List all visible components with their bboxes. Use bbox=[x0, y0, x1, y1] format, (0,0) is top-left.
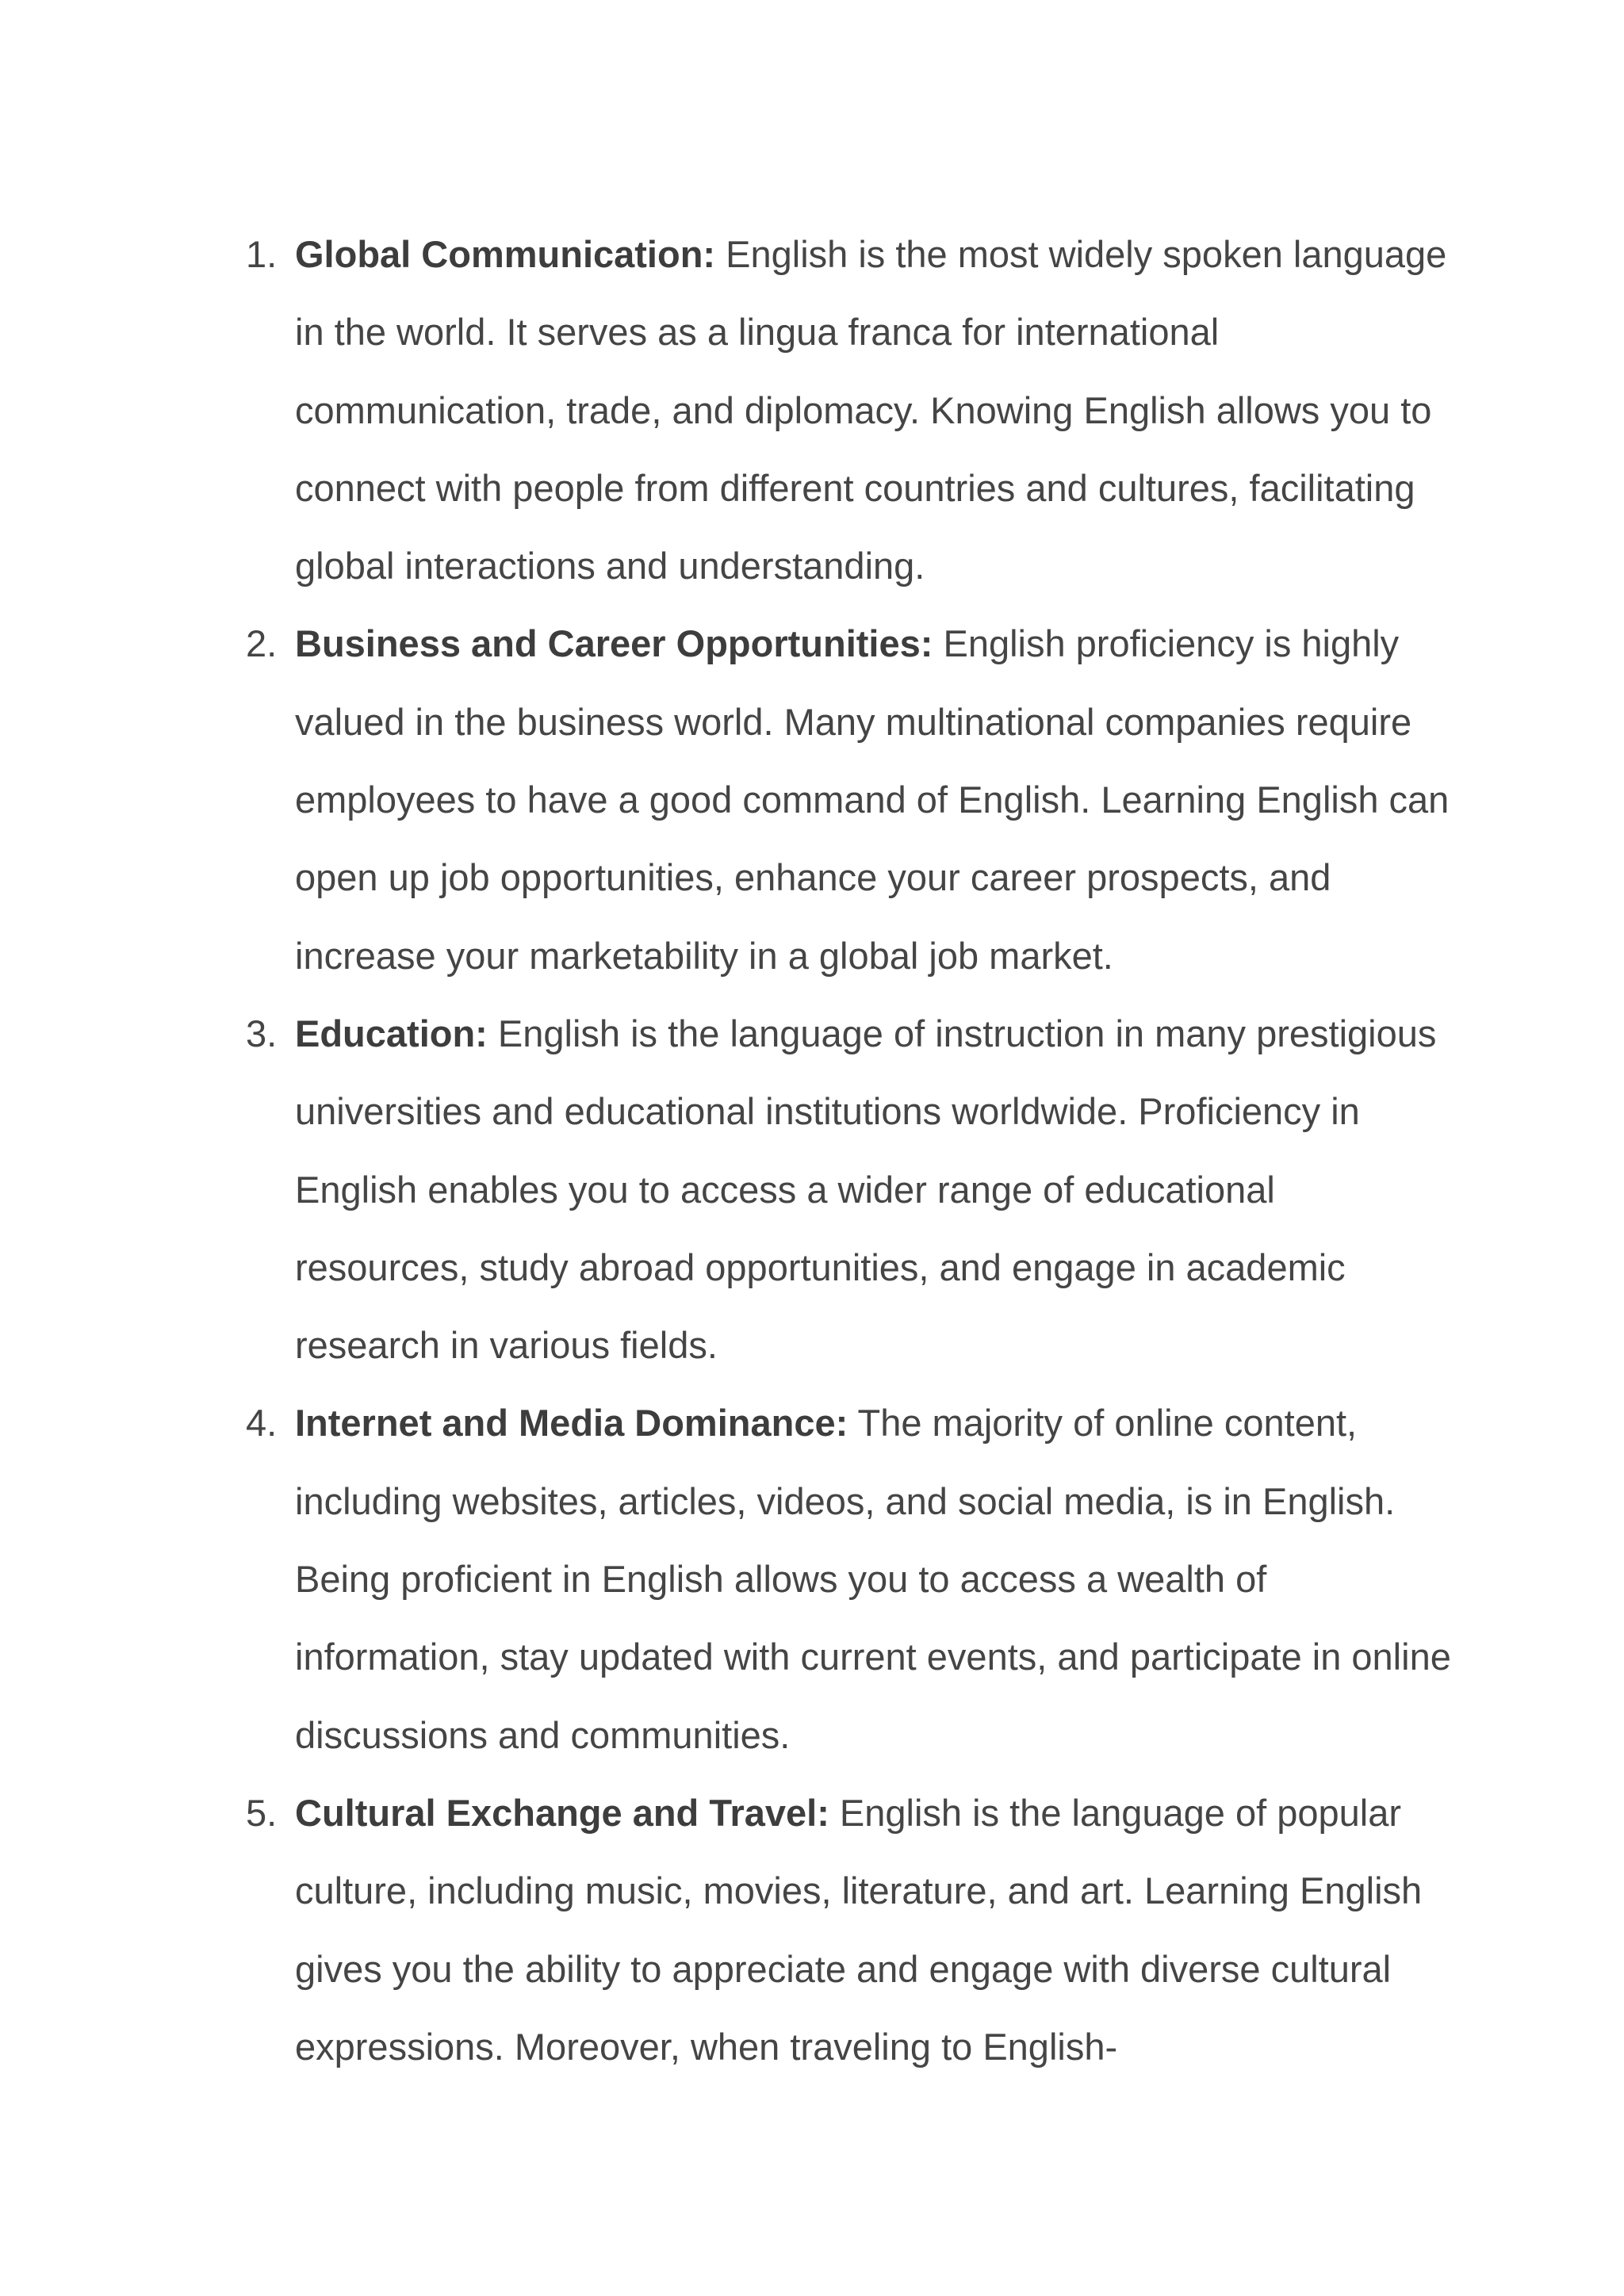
item-text: English is the language of popular culture, including music, movies, literature, and art. Learning English gives you the ability to appreciate and engage with diverse cultural expressions. Moreover, when traveling to English- bbox=[295, 1791, 1423, 2068]
list-item bbox=[238, 605, 1459, 994]
list-number: 3. bbox=[246, 1012, 278, 1054]
item-term: Education: bbox=[295, 1012, 488, 1054]
list-number: 2. bbox=[246, 622, 278, 665]
item-text: English proficiency is highly valued in the business world. Many multinational companies require employees to have a good command of English. Learning English can open up job opportunities, enhance your career prospects, and increase your marketability in a global job market. bbox=[295, 622, 1450, 977]
item-text: The majority of online content, including websites, articles, videos, and social media, is in English. Being proficient in English allows you to access a wealth of information, stay updated with current events, and participate in online discussions and communities. bbox=[295, 1402, 1451, 1756]
item-term: Internet and Media Dominance: bbox=[295, 1402, 848, 1445]
list-item bbox=[238, 1384, 1459, 1774]
list-item bbox=[238, 995, 1459, 1384]
list-item bbox=[238, 1774, 1459, 2086]
item-term: Business and Career Opportunities: bbox=[295, 622, 933, 665]
item-term: Cultural Exchange and Travel: bbox=[295, 1791, 829, 1834]
item-text: English is the most widely spoken language in the world. It serves as a lingua franca for international communication, trade, and diplomacy. Knowing English allows you to connect with people from different countries and cultures, facilitating global interactions and understanding. bbox=[295, 233, 1447, 587]
list-item bbox=[238, 216, 1459, 605]
numbered-list bbox=[238, 216, 1459, 2086]
list-number: 1. bbox=[246, 233, 278, 275]
list-number: 4. bbox=[246, 1402, 278, 1445]
item-text: English is the language of instruction in many prestigious universities and educational institutions worldwide. Proficiency in English enables you to access a wider range of educational resources, study abroad opportunities, and engage in academic research in various fields. bbox=[295, 1012, 1437, 1367]
item-term: Global Communication: bbox=[295, 233, 716, 275]
list-number: 5. bbox=[246, 1791, 278, 1834]
